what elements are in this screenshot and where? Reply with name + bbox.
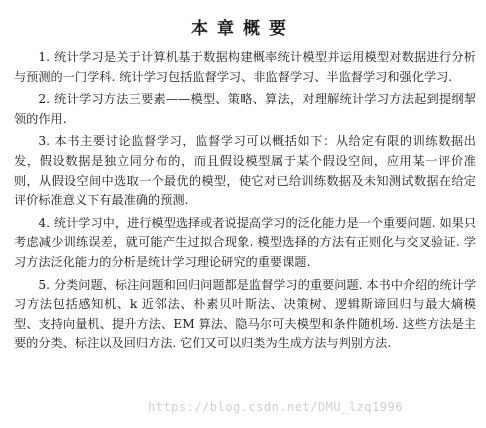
chapter-summary-title: 本章概要 (191, 19, 295, 39)
cropped-next-line (255, 420, 295, 428)
summary-point-4: 4. 统计学习中，进行模型选择或者说提高学习的泛化能力是一个重要问题. 如果只考虑减少训练误差，就可能产生过拟合现象. 模型选择的方法有正则化与交叉验证. 学习方法泛化能力的分析是统计学习理论研究的重要课题. (14, 215, 477, 269)
csdn-watermark: https://blog.csdn.net/DMU_lzq1996 (148, 400, 403, 414)
summary-point-1: 1. 统计学习是关于计算机基于数据构建概率统计模型并运用模型对数据进行分析与预测的一门学科. 统计学习包括监督学习、非监督学习、半监督学习和强化学习. (14, 50, 476, 84)
summary-point-2: 2. 统计学习方法三要素——模型、策略、算法，对理解统计学习方法起到提纲挈领的作用. (14, 92, 476, 126)
summary-point-5: 5. 分类问题、标注问题和回归问题都是监督学习的重要问题. 本书中介绍的统计学习方法包括感知机、k 近邻法、朴素贝叶斯法、决策树、逻辑斯谛回归与最大熵模型、支持向量机、提升方法、EM 算法、隐马尔可夫模型和条件随机场. 这些方法是主要的分类、标注以及回归方法. 它们又可以归类为生成方法与判别方法. (14, 277, 477, 351)
summary-body (14, 48, 476, 357)
summary-point-3: 3. 本书主要讨论监督学习，监督学习可以概括如下：从给定有限的训练数据出发，假设数据是独立同分布的，而且假设模型属于某个假设空间，应用某一评价准则，从假设空间中选取一个最优的模型，使它对已给训练数据及未知测试数据在给定评价标准意义下有最准确的预测. (14, 134, 476, 208)
